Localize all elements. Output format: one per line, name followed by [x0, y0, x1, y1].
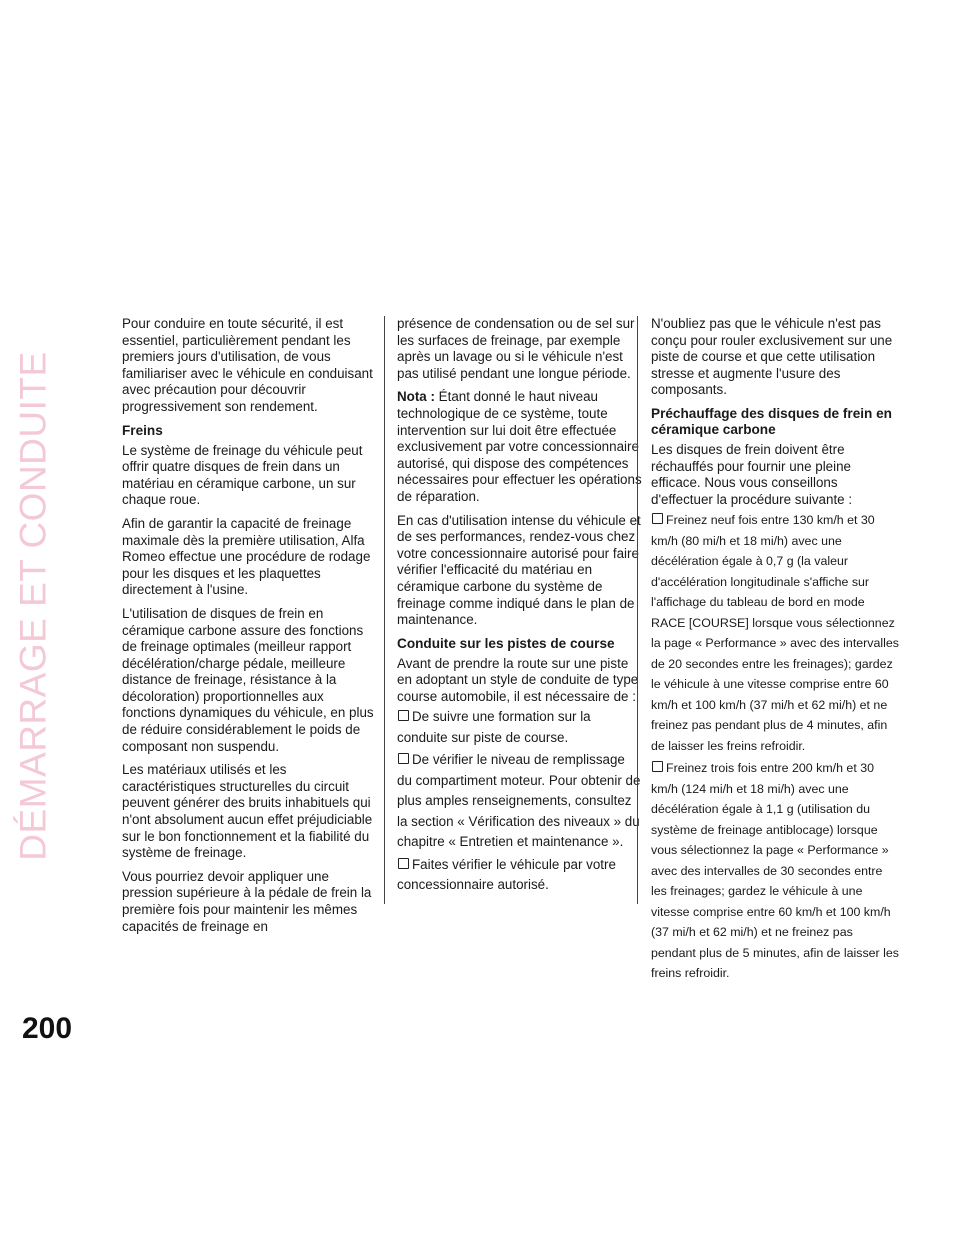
paragraph: présence de condensation ou de sel sur les surfaces de freinage, par exemple après un lavage ou si le véhicule n'est pas utilisé pendant une longue période. [397, 316, 635, 381]
list-item [651, 510, 901, 756]
list-item-text: Freinez trois fois entre 200 km/h et 30 km/h (124 mi/h et 18 mi/h) avec une décélération égale à 1,1 g (utilisation du système de freinage antiblocage) lorsque vous sélectionnez la page « Performance » avec des intervalles de 30 secondes entre les freinages; gardez le véhicule à une vitesse comprise entre 60 km/h et 100 km/h (37 mi/h et 62 mi/h) et ne freinez pas pendant plus de 5 minutes, afin de laisser les freins refroidir. [651, 761, 899, 981]
column-3 [637, 316, 900, 981]
paragraph: En cas d'utilisation intense du véhicule et de ses performances, rendez-vous chez votre concessionnaire autorisé pour faire vérifier l'efficacité du matériau en céramique carbone du système de freinage comme indiqué dans le plan de maintenance. [397, 512, 641, 628]
intro-paragraph: Pour conduire en toute sécurité, il est essentiel, particulièrement pendant les premiers jours d'utilisation, de vous familiariser avec le véhicule en conduisant avec précaution pour découvrir progressivement son rendement. [122, 316, 373, 414]
checkbox-bullet-icon [398, 858, 409, 869]
list-item-text: De suivre une formation sur la conduite sur piste de course. [397, 709, 591, 745]
heading-course: Conduite sur les pistes de course [397, 635, 615, 651]
heading-prechauffage: Préchauffage des disques de frein en céramique carbone [651, 405, 892, 437]
paragraph: Vous pourriez devoir appliquer une pression supérieure à la pédale de frein la première fois pour maintenir les mêmes capacités de freinage en [122, 868, 372, 934]
list-item [397, 707, 642, 748]
paragraph: L'utilisation de disques de frein en céramique carbone assure des fonctions de freinage optimales (meilleur rapport décélération/charge pédale, meilleure distance de freinage, résistance à la décoloration) proportionnelles aux fonctions dynamiques du véhicule, en plus de réduire considérablement le poids de composant non suspendu. [122, 605, 374, 754]
heading-freins: Freins [122, 422, 163, 438]
paragraph: Afin de garantir la capacité de freinage maximale dès la première utilisation, Alfa Romeo effectue une procédure de rodage pour les disques et les plaquettes directement à l'usine. [122, 515, 371, 598]
note-label: Nota : [397, 389, 435, 405]
checkbox-bullet-icon [398, 753, 409, 764]
page-number: 200 [22, 1012, 73, 1045]
checkbox-bullet-icon [652, 513, 663, 524]
list-item-text: De vérifier le niveau de remplissage du compartiment moteur. Pour obtenir de plus amples renseignements, consultez la section « Vérification des niveaux » du chapitre « Entretien et maintenance ». [397, 752, 641, 850]
checkbox-bullet-icon [652, 761, 663, 772]
paragraph: Le système de freinage du véhicule peut offrir quatre disques de frein dans un matériau en céramique carbone, un sur chaque roue. [122, 442, 363, 508]
paragraph: N'oubliez pas que le véhicule n'est pas conçu pour rouler exclusivement sur une piste de course et que cette utilisation stresse et augmente l'usure des composants. [651, 316, 893, 398]
list-item-text: Faites vérifier le véhicule par votre concessionnaire autorisé. [397, 856, 616, 893]
paragraph: Les matériaux utilisés et les caractéristiques structurelles du circuit peuvent générer des bruits inhabituels qui n'ont absolument aucun effet préjudiciable sur le bon fonctionnement et la fiabilité du système de freinage. [122, 762, 373, 861]
checkbox-bullet-icon [398, 710, 409, 721]
chapter-side-title [14, 316, 54, 896]
note-text: Étant donné le haut niveau technologique de ce système, toute intervention sur lui doit être effectuée exclusivement par votre concessionnaire autorisé, qui dispose des compétences nécessaires pour effectuer les opérations de réparation. [397, 389, 642, 504]
column-2 [384, 316, 642, 904]
column-1 [122, 316, 374, 942]
paragraph: Avant de prendre la route sur une piste en adoptant un style de conduite de type course automobile, il est nécessaire de : [397, 655, 639, 704]
list-item [397, 855, 642, 896]
note-paragraph [397, 389, 642, 505]
chapter-title-text: DÉMARRAGE ET CONDUITE [13, 351, 54, 861]
list-item-text: Freinez neuf fois entre 130 km/h et 30 km/h (80 mi/h et 18 mi/h) avec une décélération égale à 0,7 g (la valeur d'accélération longitudinale s'affiche sur l'affichage du tableau de bord en mode RACE [COURSE] lorsque vous sélectionnez la page « Performance » avec des intervalles de 20 secondes entre les freinages); gardez le véhicule à une vitesse comprise entre 60 km/h et 100 km/h (37 mi/h et 62 mi/h) et ne freinez pas pendant plus de 4 minutes, afin de laisser les freins refroidir. [651, 513, 899, 753]
list-item [651, 758, 901, 984]
paragraph: Les disques de frein doivent être réchauffés pour fournir une pleine efficace. Nous vous conseillons d'effectuer la procédure suivante : [651, 441, 853, 507]
list-item [397, 750, 642, 853]
